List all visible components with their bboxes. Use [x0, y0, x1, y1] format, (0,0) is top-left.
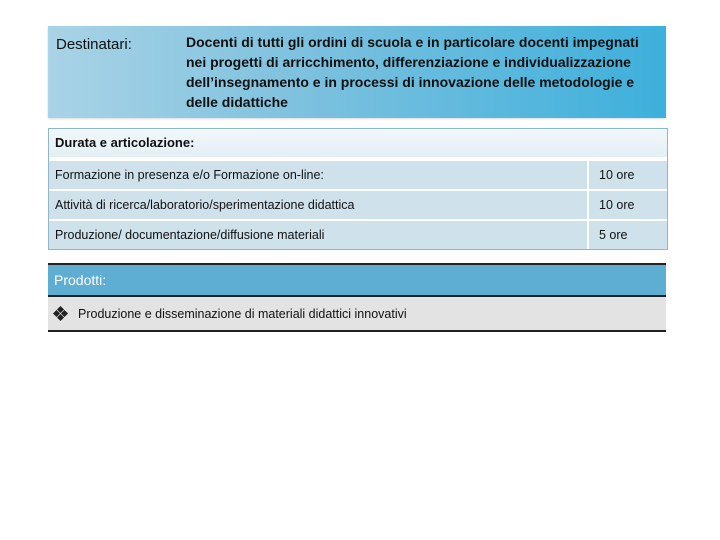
row-value: 10 ore	[589, 161, 667, 189]
list-item	[48, 297, 666, 332]
destinatari-label: Destinatari:	[56, 36, 132, 53]
row-value: 10 ore	[589, 191, 667, 219]
row-label: Produzione/ documentazione/diffusione materiali	[49, 221, 587, 249]
destinatari-box	[48, 26, 666, 118]
row-label: Formazione in presenza e/o Formazione on-line:	[49, 161, 587, 189]
diamond-bullet-icon	[54, 307, 68, 321]
row-value: 5 ore	[589, 221, 667, 249]
prodotti-heading: Prodotti:	[48, 263, 666, 297]
prodotti-section	[48, 263, 666, 332]
durata-heading: Durata e articolazione:	[49, 129, 667, 159]
row-label: Attività di ricerca/laboratorio/sperimentazione didattica	[49, 191, 587, 219]
list-item-text: Produzione e disseminazione di materiali didattici innovativi	[78, 306, 407, 321]
durata-table	[48, 128, 668, 250]
destinatari-text: Docenti di tutti gli ordini di scuola e in particolare docenti impegnati nei progetti di arricchimento, differenziazione e individualizzazione dell’insegnamento e in processi di innovazione delle metodologie e delle didattiche	[186, 34, 639, 110]
table-row	[49, 159, 667, 189]
table-row	[49, 189, 667, 219]
table-row	[49, 219, 667, 249]
